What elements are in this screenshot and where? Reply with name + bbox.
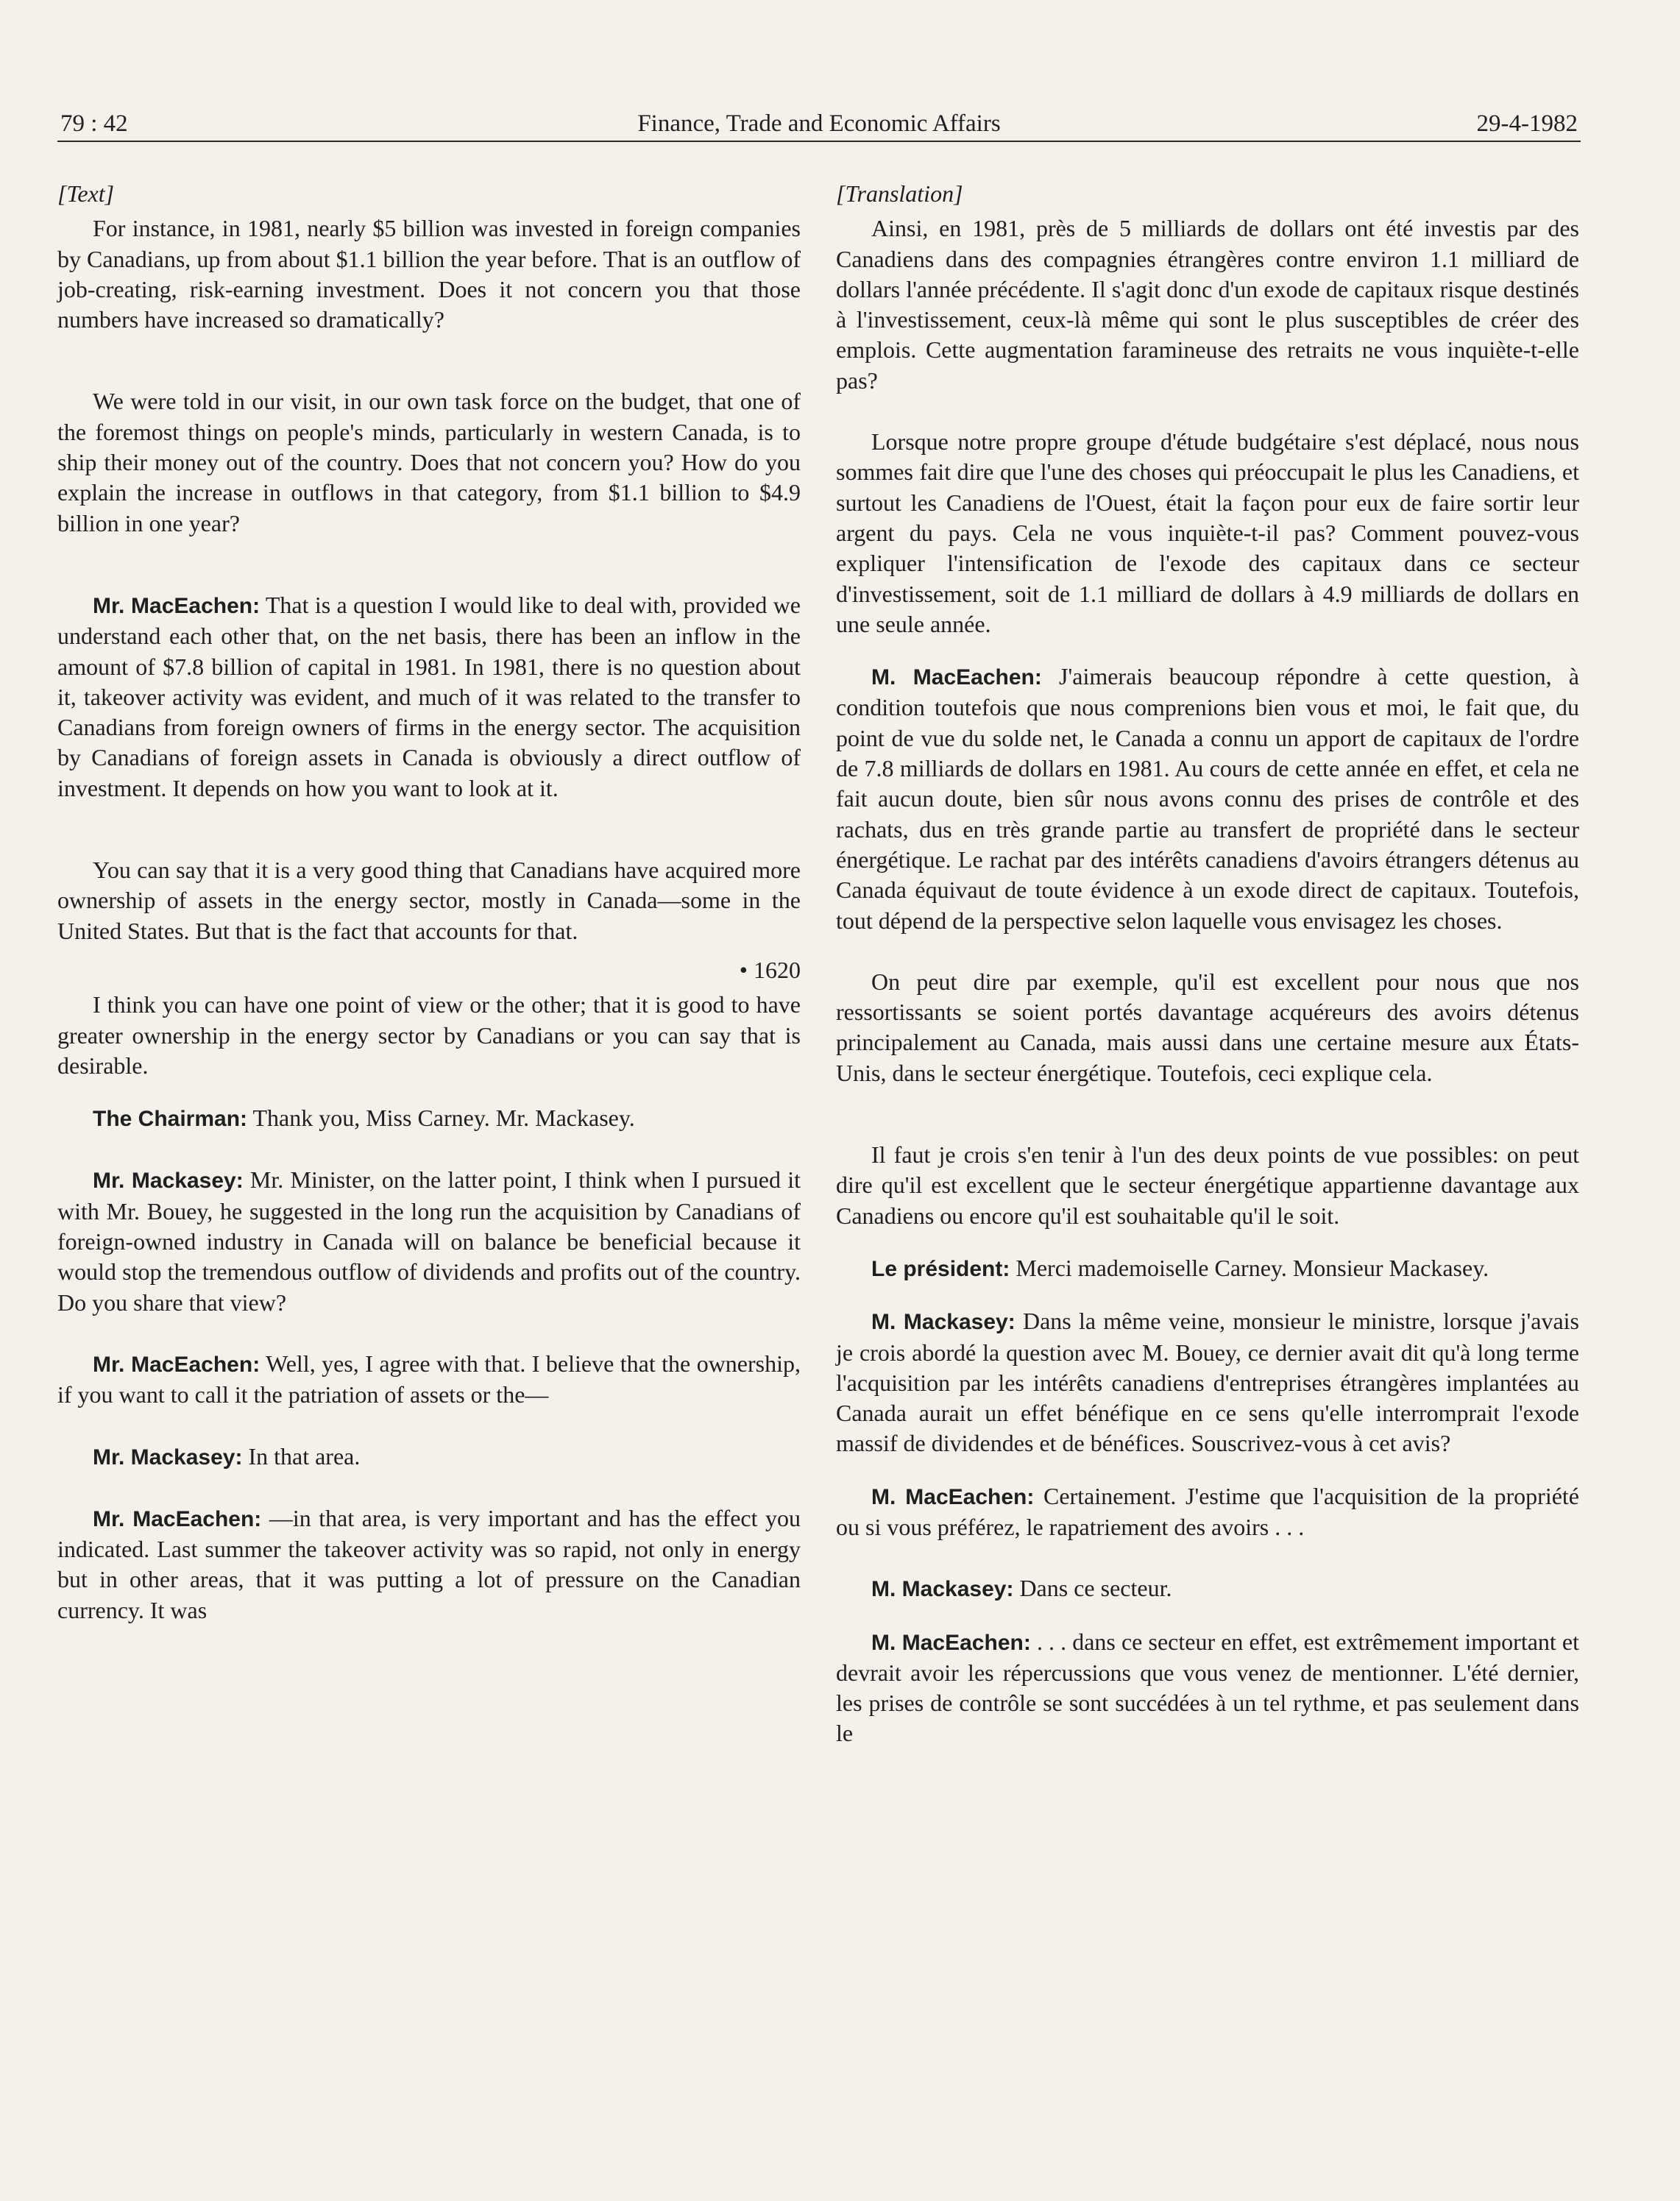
speech-text: Certainement. J'estime que l'acquisition de la propriété ou si vous préférez, le rapatriement des avoirs . . . xyxy=(836,1482,1579,1540)
speaker-name: M. Mackasey: xyxy=(871,1577,1014,1602)
speech-text: Dans ce secteur. xyxy=(1019,1575,1172,1602)
speaker-name: M. MacEachen: xyxy=(871,665,1042,690)
paragraph: We were told in our visit, in our own task force on the budget, that one of the foremost things on people's minds, particularly in western Canada, is to ship their money out of the country. Does that not concern you? How do you explain the increase in outflows in that category, from $1.1 billion to $4.9 billion in one year? xyxy=(57,388,801,536)
paragraph: For instance, in 1981, nearly $5 billion was invested in foreign companies by Canadians, up from about $1.1 billion the year before. That is an outflow of job-creating, risk-earning investment. Does it not concern you that those numbers have increased so dramatically? xyxy=(57,215,801,333)
speaker-name: M. MacEachen: xyxy=(871,1484,1035,1509)
speaker-name: M. Mackasey: xyxy=(871,1310,1016,1335)
speaker-paragraph xyxy=(57,1349,801,1411)
speaker-paragraph xyxy=(57,1442,801,1472)
speech-text: Thank you, Miss Carney. Mr. Mackasey. xyxy=(252,1105,635,1132)
page-number: 79 : 42 xyxy=(60,110,128,137)
speaker-name: The Chairman: xyxy=(93,1107,248,1132)
paragraph: Ainsi, en 1981, près de 5 milliards de dollars ont été investis par des Canadiens dans des compagnies étrangères contre environ 1.1 milliard de dollars l'année précédente. Il s'agit donc d'un exode de capitaux risque destinés à l'investissement, ceux-là même qui sont le plus susceptibles de créer des emplois. Cette augmentation faramineuse des retraits ne vous inquiète-t-elle pas? xyxy=(836,215,1579,394)
paragraph: On peut dire par exemple, qu'il est excellent pour nous que nos ressortissants se soient portés davantage acquéreurs des avoirs détenus principalement au Canada, mais aussi dans une certaine mesure aux États-Unis, dans le secteur énergétique. Toutefois, ceci explique cela. xyxy=(836,968,1579,1086)
section-tag: [Translation] xyxy=(836,180,963,207)
speaker-paragraph xyxy=(57,1503,801,1626)
french-column xyxy=(836,179,1579,1749)
speaker-name: Mr. MacEachen: xyxy=(93,593,260,618)
speaker-name: M. MacEachen: xyxy=(871,1630,1031,1655)
speech-text: Mr. Minister, on the latter point, I think when I pursued it with Mr. Bouey, he suggested in the long run the acquisition by Canadians of foreign-owned industry in Canada will on balance be beneficial because it would stop the tremendous outflow of dividends and profits out of the country. Do you share that view? xyxy=(57,1166,801,1316)
speech-text: . . . dans ce secteur en effet, est extrêmement important et devrait avoir les répercussions que vous venez de mentionner. L'été dernier, les prises de contrôle se sont succédées à un tel rythme, et pas seulement dans le xyxy=(836,1628,1580,1747)
speech-text: —in that area, is very important and has the effect you indicated. Last summer the takeover activity was so rapid, not only in energy but in other areas, that it was putting a lot of pressure on the Canadian currency. It was xyxy=(57,1504,801,1623)
time-marker: • 1620 xyxy=(739,956,801,983)
running-title: Finance, Trade and Economic Affairs xyxy=(637,110,1001,137)
speaker-name: Mr. Mackasey: xyxy=(93,1169,244,1194)
paragraph: Il faut je crois s'en tenir à l'un des deux points de vue possibles: on peut dire qu'il est excellent que le secteur énergétique appartienne davantage aux Canadiens ou encore qu'il est souhaitable qu'il le soit. xyxy=(836,1141,1579,1229)
paragraph: I think you can have one point of view or the other; that it is good to have greater ownership in the energy sector by Canadians or you can say that is desirable. xyxy=(57,991,801,1079)
speaker-paragraph xyxy=(836,1627,1579,1749)
speaker-paragraph xyxy=(836,1481,1579,1543)
speech-text: That is a question I would like to deal with, provided we understand each other that, on the net basis, there has been an inflow in the amount of $7.8 billion of capital in 1981. In 1981, there is no question about it, takeover activity was evident, and much of it was related to the transfer to Canadians from foreign owners of firms in the energy sector. The acquisition by Canadians of foreign assets in Canada is obviously a direct outflow of investment. It depends on how you want to look at it. xyxy=(57,591,801,801)
speaker-name: Mr. Mackasey: xyxy=(93,1445,243,1470)
speaker-name: Le président: xyxy=(871,1256,1010,1281)
speech-text: In that area. xyxy=(248,1442,361,1470)
speech-text: Well, yes, I agree with that. I believe that the ownership, if you want to call it the patriation of assets or the— xyxy=(57,1350,801,1408)
speaker-paragraph xyxy=(836,1573,1579,1604)
english-column xyxy=(57,179,801,1626)
speaker-paragraph xyxy=(57,1165,801,1317)
speaker-paragraph xyxy=(836,1253,1579,1284)
speech-text: J'aimerais beaucoup répondre à cette question, à condition toutefois que nous comprenions bien vous et moi, le fait que, du point de vue du solde net, le Canada a connu un apport de capitaux de l'ordre de 7.8 milliards de dollars en 1981. Au cours de cette année en effet, et cela ne fait aucun doute, bien sûr nous avons connu des prises de contrôle et des rachats, dus en très grande partie au transfert de propriété dans le secteur énergétique. Le rachat par des intérêts canadiens d'avoirs étrangers détenus au Canada équivaut de toute évidence à un exode direct de capitaux. Toutefois, tout dépend de la perspective selon laquelle vous envisagez les choses. xyxy=(836,663,1580,934)
speaker-paragraph xyxy=(836,1306,1579,1459)
speech-text: Dans la même veine, monsieur le ministre, lorsque j'avais je crois abordé la question avec M. Bouey, ce dernier avait dit qu'à long terme l'acquisition par les intérêts canadiens d'entreprises étrangères implantées au Canada aurait un effet bénéfique en ce sens qu'elle interromprait l'exode massif de dividendes et de bénéfices. Souscrivez-vous à cet avis? xyxy=(836,1308,1580,1457)
paragraph: Lorsque notre propre groupe d'étude budgétaire s'est déplacé, nous nous sommes fait dire que l'une des choses qui préoccupait le plus les Canadiens, et surtout les Canadiens de l'Ouest, était la façon pour eux de faire sortir leur argent du pays. Cela ne vous inquiète-t-il pas? Comment pouvez-vous expliquer l'intensification de l'exode des capitaux dans ce secteur d'investissement, soit de 1.1 milliard de dollars à 4.9 milliards de dollars en une seule année. xyxy=(836,428,1579,637)
speaker-paragraph xyxy=(836,662,1579,936)
speech-text: Merci mademoiselle Carney. Monsieur Mackasey. xyxy=(1016,1254,1489,1281)
speaker-paragraph xyxy=(57,590,801,804)
speaker-name: Mr. MacEachen: xyxy=(93,1352,260,1377)
section-tag: [Text] xyxy=(57,180,115,207)
header-date: 29-4-1982 xyxy=(1476,110,1578,137)
page-header xyxy=(57,107,1581,142)
speaker-name: Mr. MacEachen: xyxy=(93,1506,262,1531)
paragraph: You can say that it is a very good thing that Canadians have acquired more ownership of assets in the energy sector, mostly in Canada—some in the United States. But that is the fact that accounts for that. xyxy=(57,857,801,944)
speaker-paragraph xyxy=(57,1103,801,1134)
